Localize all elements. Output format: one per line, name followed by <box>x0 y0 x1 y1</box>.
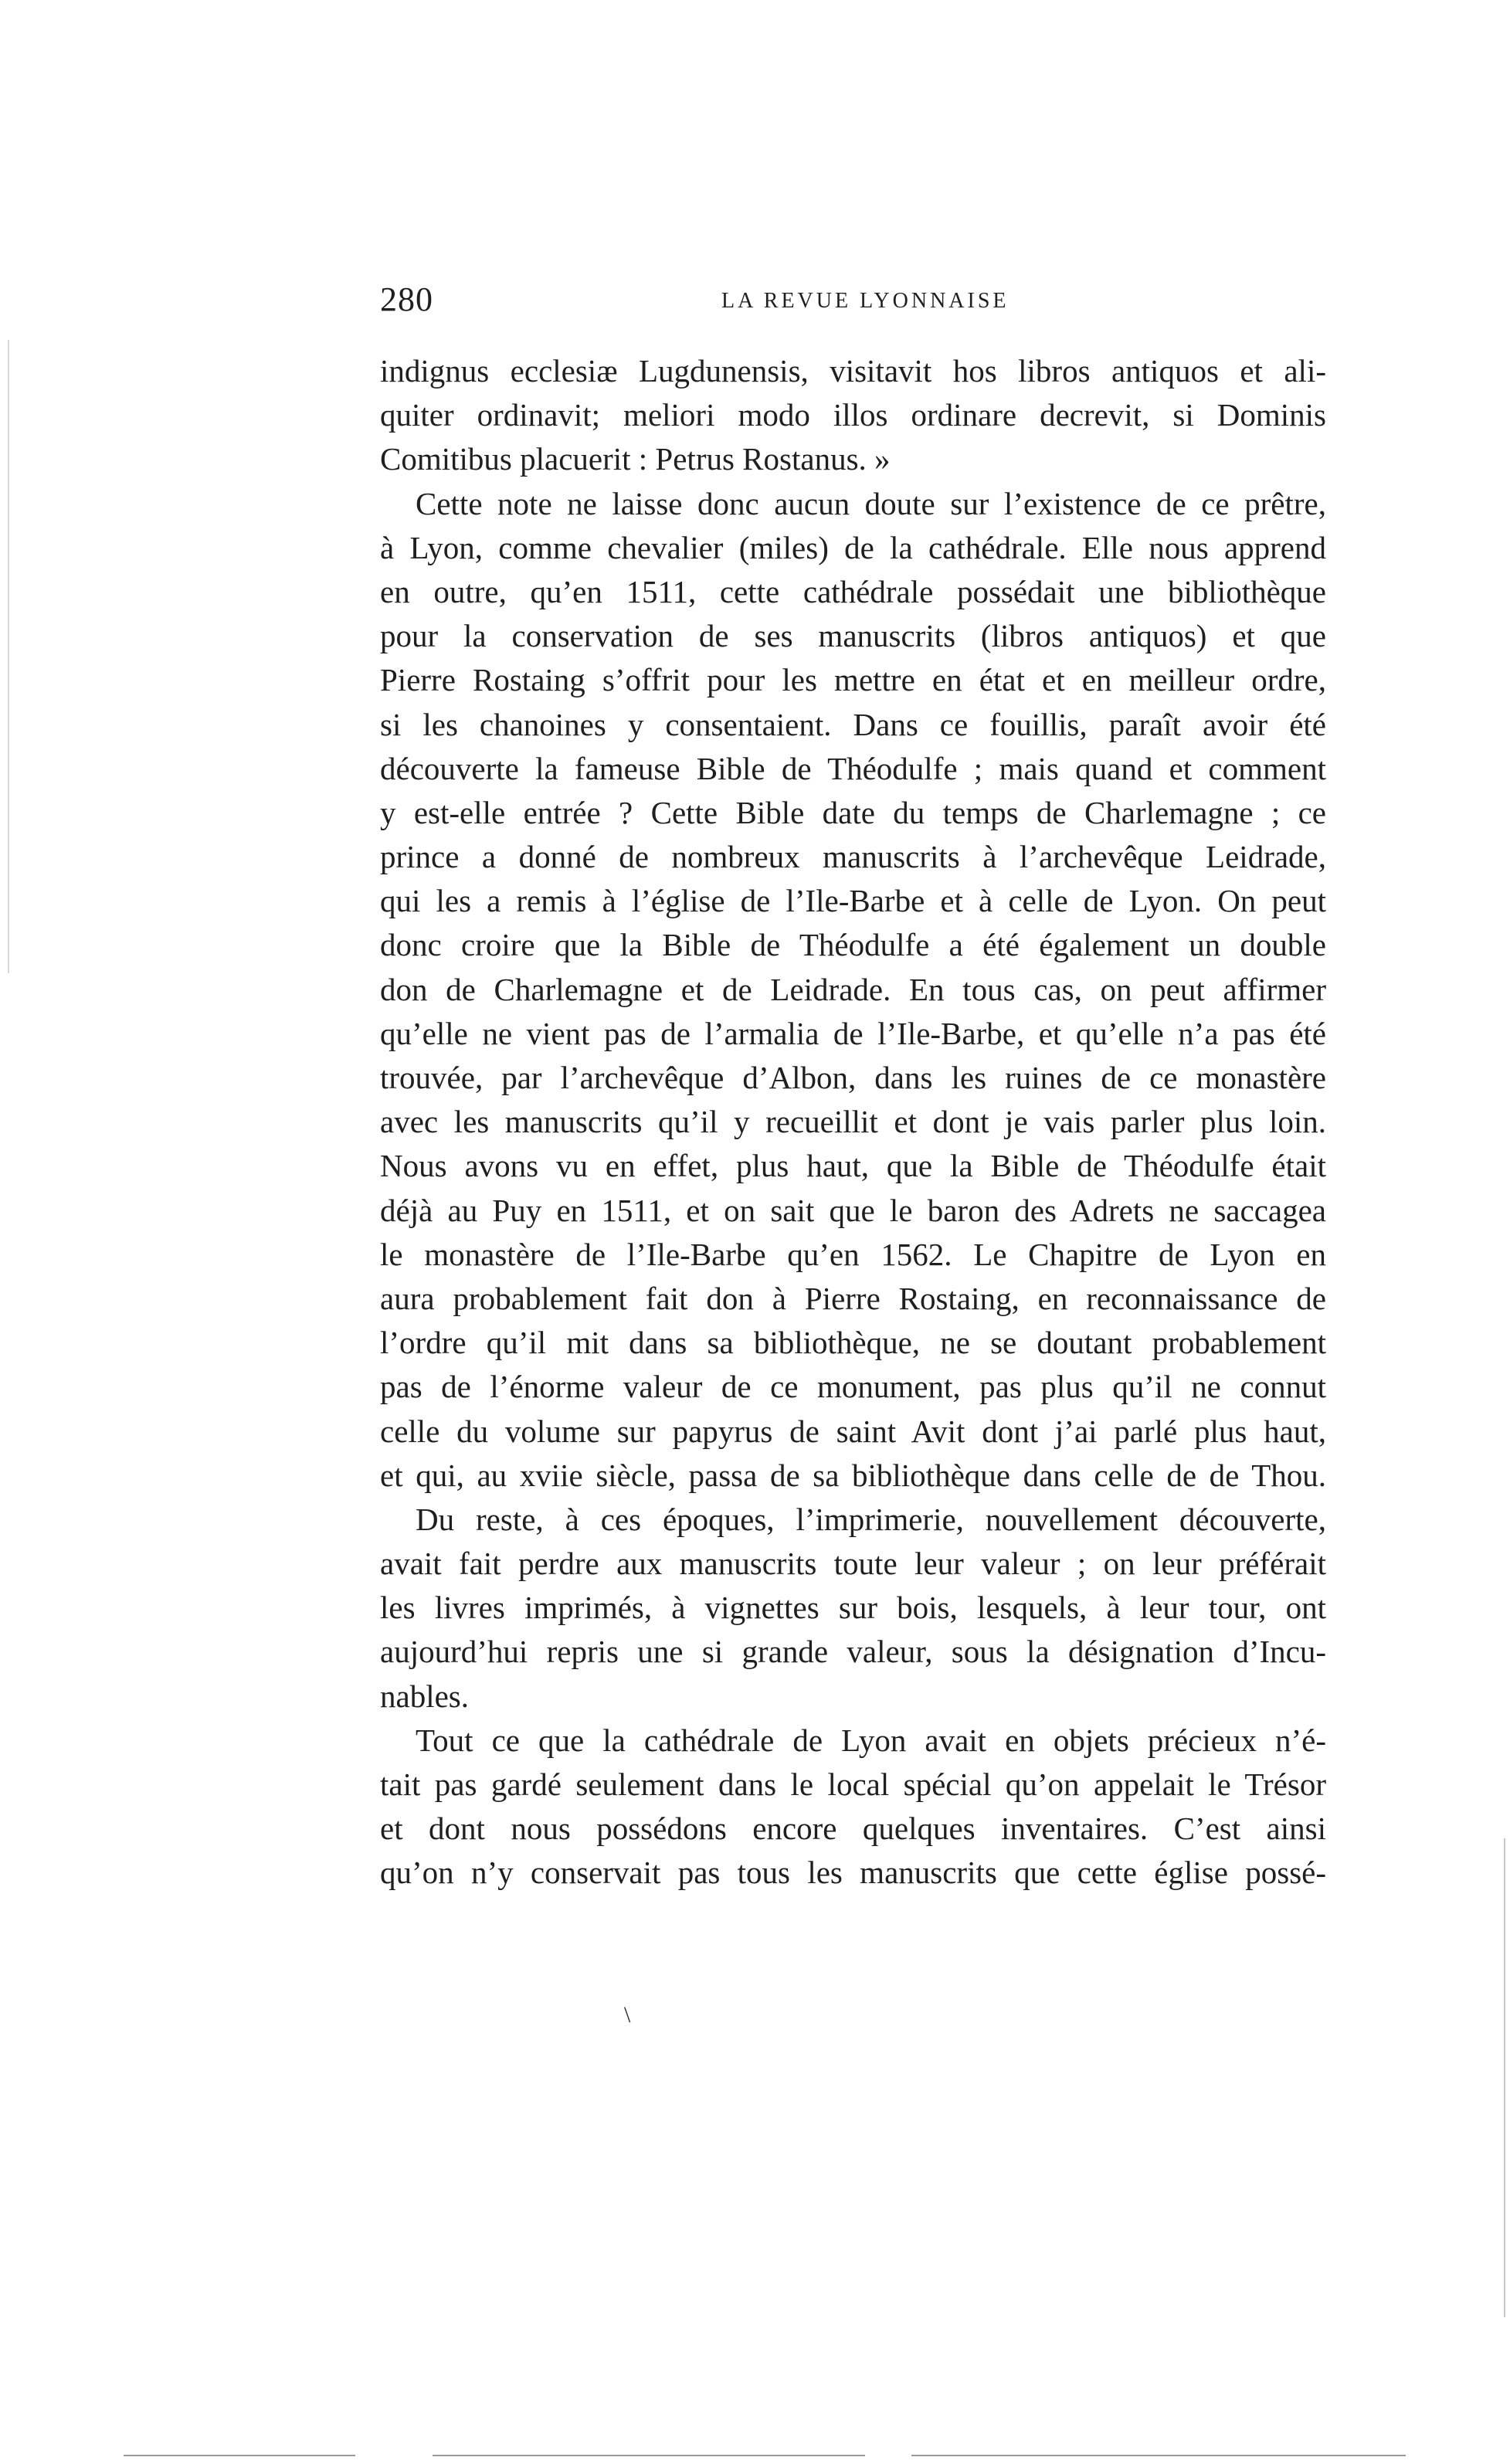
text-line: qui les a remis à l’église de l’Ile-Barbe et à celle de Lyon. On peut <box>380 883 1326 919</box>
text-line: quiter ordinavit; meliori modo illos ordinare decrevit, si Dominis <box>380 397 1326 433</box>
text-line: aujourd’hui repris une si grande valeur, sous la désignation d’Incu- <box>380 1634 1326 1670</box>
page-header <box>380 280 1326 326</box>
text-line: y est-elle entrée ? Cette Bible date du temps de Charlemagne ; ce <box>380 794 1326 830</box>
text-line: pas de l’énorme valeur de ce monument, pas plus qu’il ne connut <box>380 1369 1326 1405</box>
running-head: LA REVUE LYONNAISE <box>721 289 1009 313</box>
text-line: aura probablement fait don à Pierre Rostaing, en reconnaissance de <box>380 1280 1326 1316</box>
text-line: celle du volume sur papyrus de saint Avit dont j’ai parlé plus haut, <box>380 1413 1326 1449</box>
scan-edge-left <box>8 340 9 973</box>
text-line: Pierre Rostaing s’offrit pour les mettre en état et en meilleur ordre, <box>380 662 1326 698</box>
page-number: 280 <box>380 280 433 318</box>
body-text <box>380 349 1326 1896</box>
text-line: en outre, qu’en 1511, cette cathédrale possédait une bibliothèque <box>380 573 1326 609</box>
text-line: indignus ecclesiæ Lugdunensis, visitavit hos libros antiquos et ali- <box>380 353 1326 389</box>
bottom-scan-rule <box>124 2455 355 2456</box>
bottom-scan-rule <box>911 2455 1406 2456</box>
text-line: l’ordre qu’il mit dans sa bibliothèque, ne se doutant probablement <box>380 1325 1326 1361</box>
text-line: et qui, au xviie siècle, passa de sa bibliothèque dans celle de de Thou. <box>380 1457 1326 1493</box>
text-line: découverte la fameuse Bible de Théodulfe ; mais quand et comment <box>380 750 1326 786</box>
text-line: si les chanoines y consentaient. Dans ce fouillis, paraît avoir été <box>380 706 1326 742</box>
text-line: trouvée, par l’archevêque d’Albon, dans les ruines de ce monastère <box>380 1060 1326 1095</box>
text-line: tait pas gardé seulement dans le local spécial qu’on appelait le Trésor <box>380 1767 1326 1802</box>
footer-mark: \ <box>624 2002 631 2028</box>
text-line: et dont nous possédons encore quelques inventaires. C’est ainsi <box>380 1811 1326 1847</box>
text-line: don de Charlemagne et de Leidrade. En tous cas, on peut affirmer <box>380 971 1326 1007</box>
text-line: Tout ce que la cathédrale de Lyon avait en objets précieux n’é- <box>416 1722 1326 1758</box>
text-line: nables. <box>380 1678 469 1714</box>
text-line: Comitibus placuerit : Petrus Rostanus. » <box>380 441 891 477</box>
text-line: donc croire que la Bible de Théodulfe a été également un double <box>380 927 1326 963</box>
text-line: Du reste, à ces époques, l’imprimerie, nouvellement découverte, <box>416 1501 1326 1537</box>
text-line: déjà au Puy en 1511, et on sait que le baron des Adrets ne saccagea <box>380 1192 1326 1228</box>
text-line: Cette note ne laisse donc aucun doute sur l’existence de ce prêtre, <box>416 485 1326 521</box>
text-line: les livres imprimés, à vignettes sur bois, lesquels, à leur tour, ont <box>380 1590 1326 1626</box>
text-line: qu’elle ne vient pas de l’armalia de l’Ile-Barbe, et qu’elle n’a pas été <box>380 1015 1326 1051</box>
text-line: qu’on n’y conservait pas tous les manuscrits que cette église possé- <box>380 1855 1326 1891</box>
text-line: pour la conservation de ses manuscrits (libros antiquos) et que <box>380 618 1326 654</box>
text-line: avec les manuscrits qu’il y recueillit et dont je vais parler plus loin. <box>380 1104 1326 1140</box>
text-line: Nous avons vu en effet, plus haut, que la Bible de Théodulfe était <box>380 1148 1326 1184</box>
scan-edge-right <box>1504 1838 1505 2317</box>
text-line: le monastère de l’Ile-Barbe qu’en 1562. Le Chapitre de Lyon en <box>380 1236 1326 1272</box>
text-line: à Lyon, comme chevalier (miles) de la cathédrale. Elle nous apprend <box>380 529 1326 565</box>
text-line: avait fait perdre aux manuscrits toute leur valeur ; on leur préférait <box>380 1546 1326 1582</box>
bottom-scan-rule <box>433 2455 865 2456</box>
text-line: prince a donné de nombreux manuscrits à l’archevêque Leidrade, <box>380 839 1326 875</box>
